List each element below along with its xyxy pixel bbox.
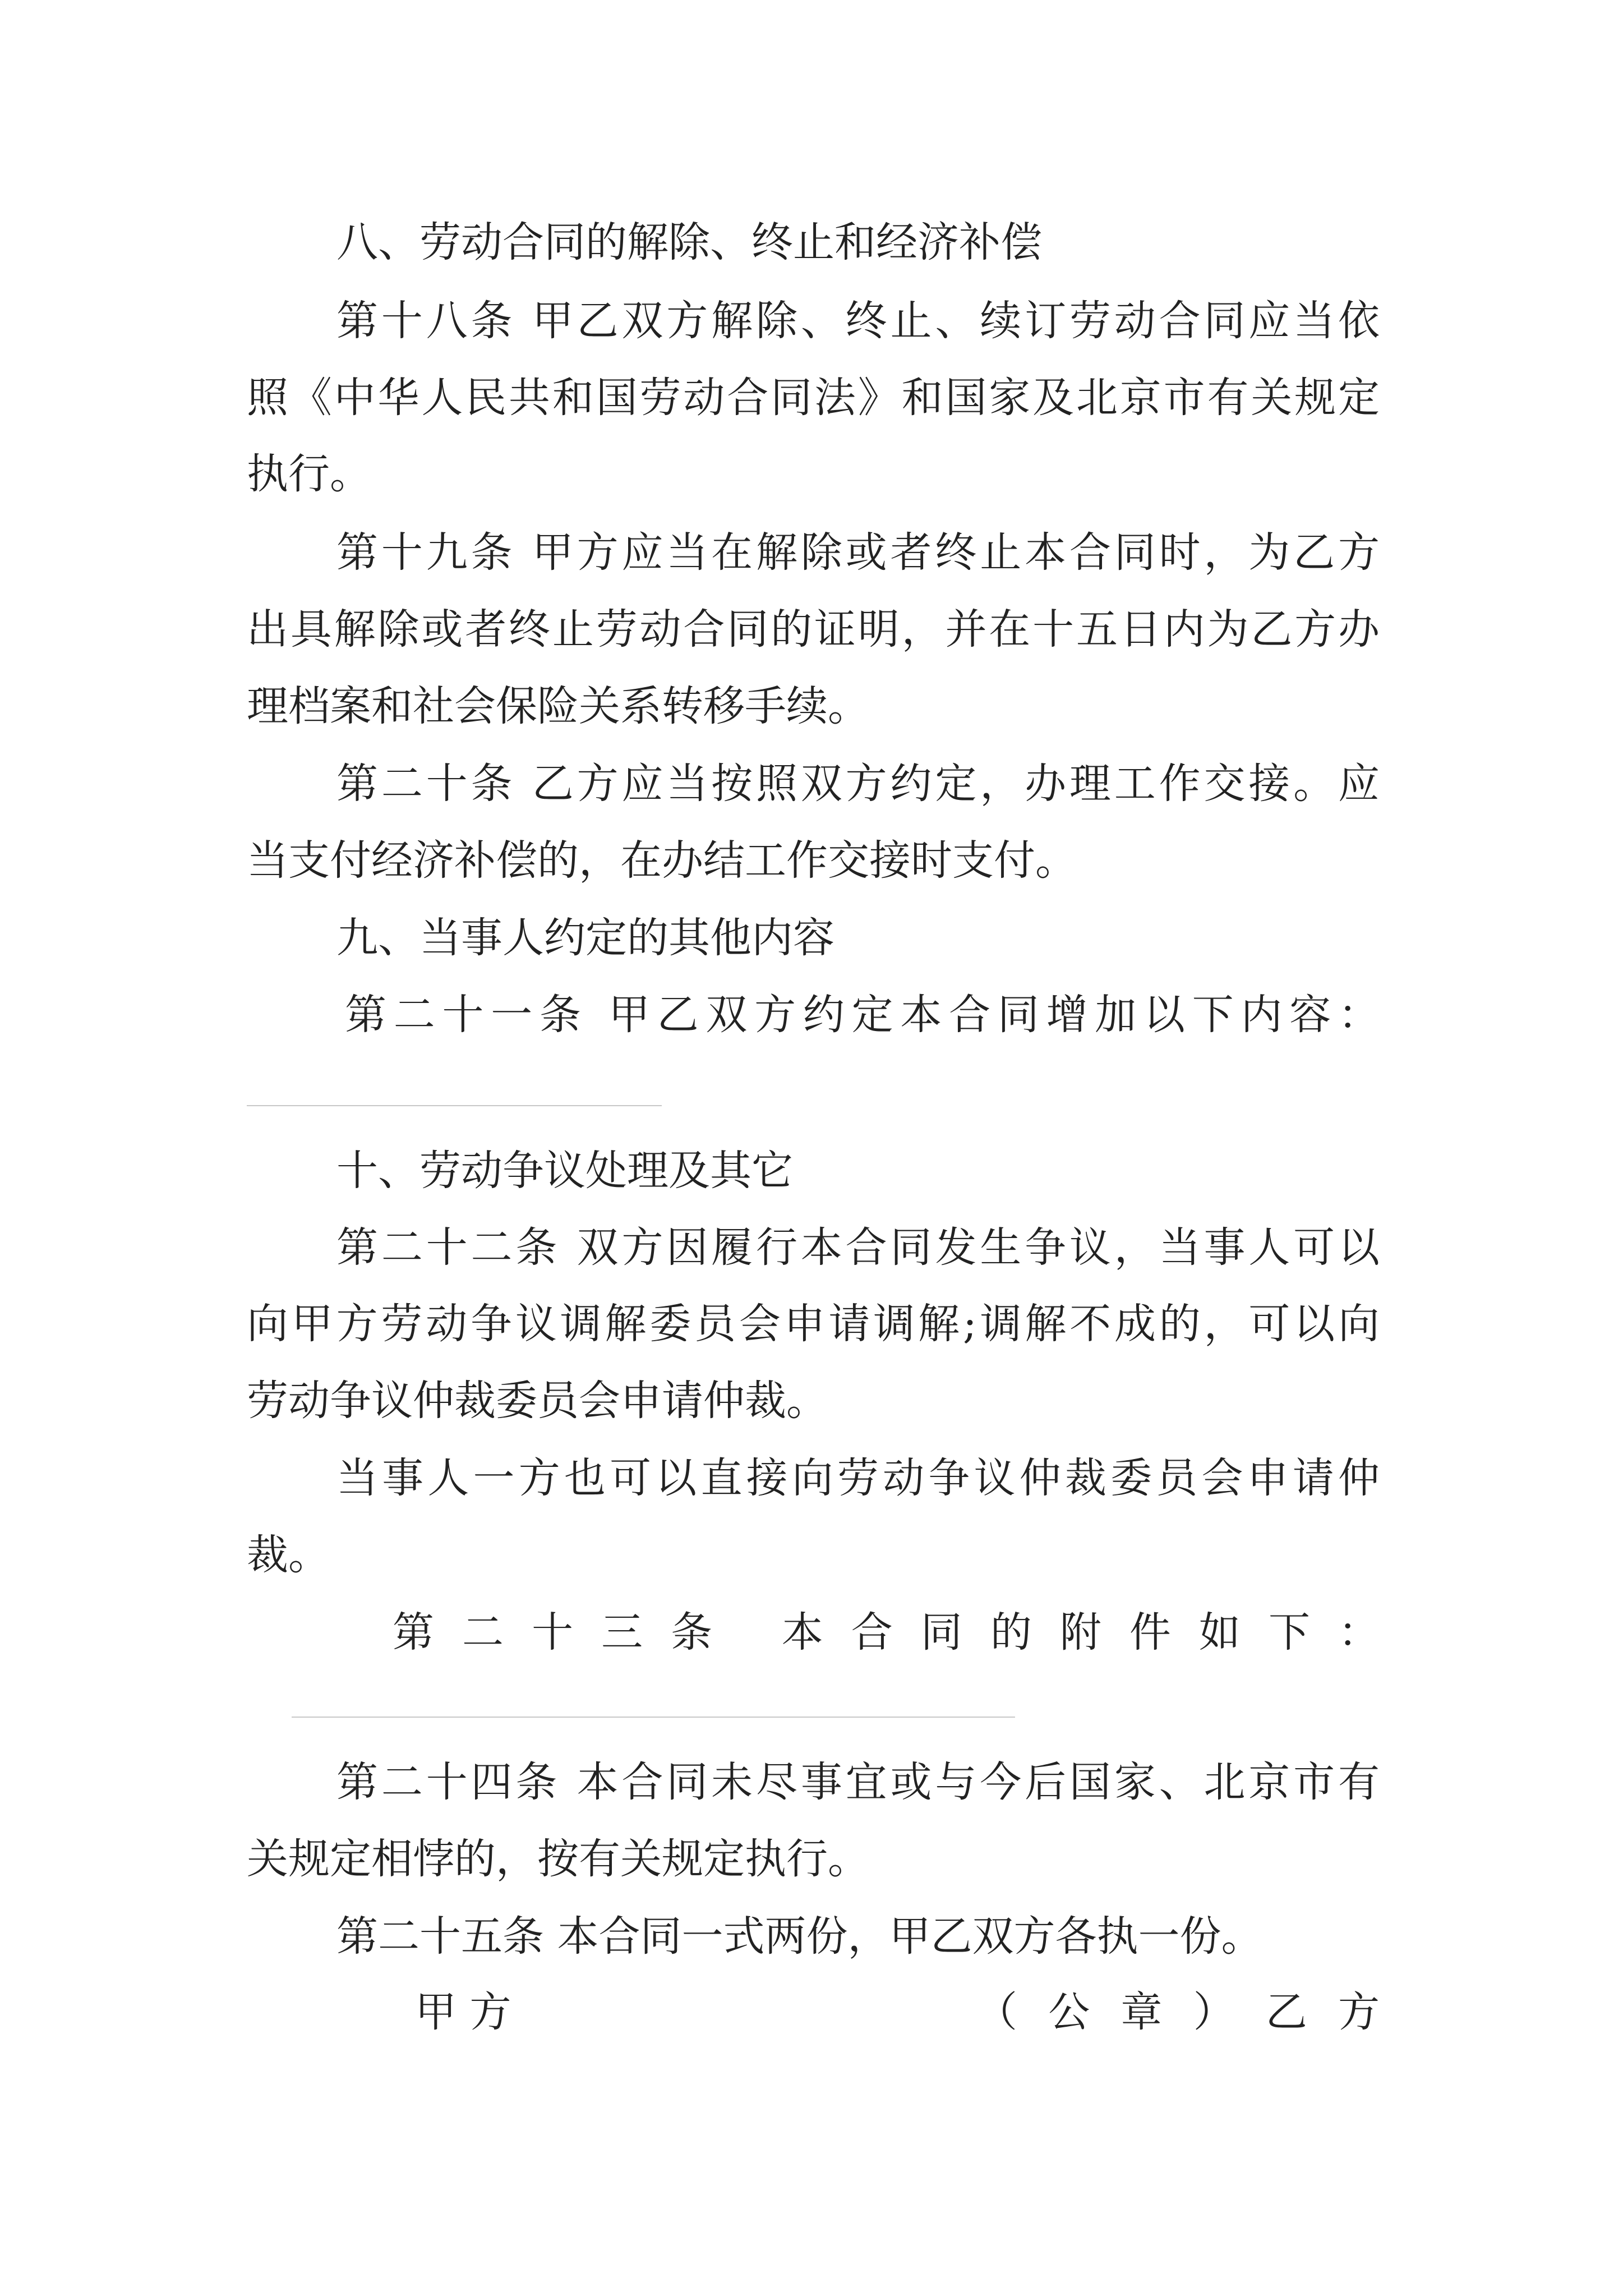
- article-18-line-3: 执行。: [247, 450, 371, 498]
- signature-seal-party-b: （ 公 章 ） 乙 方: [976, 1988, 1380, 2036]
- article-20-line-1: 第二十条 乙方应当按照双方约定，办理工作交接。应: [336, 760, 1380, 808]
- blank-fill-line: [247, 1105, 662, 1106]
- section-heading: 十、劳动争议处理及其它: [336, 1147, 793, 1195]
- article-22-para-2-line-2: 裁。: [247, 1531, 330, 1579]
- section-heading: 九、当事人约定的其他内容: [336, 914, 834, 962]
- article-21-line-1: 第二十一条 甲乙双方约定本合同增加以下内容：: [345, 991, 1380, 1039]
- article-22-para-2-line-1: 当事人一方也可以直接向劳动争议仲裁委员会申请仲: [336, 1454, 1380, 1502]
- article-22-line-1: 第二十二条 双方因履行本合同发生争议，当事人可以: [336, 1223, 1380, 1272]
- article-22-line-3: 劳动争议仲裁委员会申请仲裁。: [247, 1377, 828, 1425]
- article-25-line-1: 第二十五条 本合同一式两份，甲乙双方各执一份。: [336, 1912, 1263, 1961]
- article-19-line-3: 理档案和社会保险关系转移手续。: [247, 682, 869, 730]
- article-19-line-2: 出具解除或者终止劳动合同的证明，并在十五日内为乙方办: [247, 605, 1380, 654]
- article-23-line-1: 第二十三条 本合同的附件如下：: [393, 1608, 1380, 1657]
- article-22-line-2: 向甲方劳动争议调解委员会申请调解;调解不成的，可以向: [247, 1300, 1380, 1348]
- article-24-line-2: 关规定相悖的，按有关规定执行。: [247, 1835, 869, 1883]
- article-18-line-2: 照《中华人民共和国劳动合同法》和国家及北京市有关规定: [247, 374, 1380, 422]
- signature-party-a: 甲 方: [415, 1988, 511, 2036]
- section-heading: 八、劳动合同的解除、终止和经济补偿: [336, 218, 1042, 266]
- article-19-line-1: 第十九条 甲方应当在解除或者终止本合同时，为乙方: [336, 528, 1380, 577]
- article-20-line-2: 当支付经济补偿的，在办结工作交接时支付。: [247, 836, 1077, 885]
- article-18-line-1: 第十八条 甲乙双方解除、终止、续订劳动合同应当依: [336, 297, 1380, 345]
- blank-fill-line: [292, 1717, 1015, 1718]
- article-24-line-1: 第二十四条 本合同未尽事宜或与今后国家、北京市有: [336, 1758, 1380, 1806]
